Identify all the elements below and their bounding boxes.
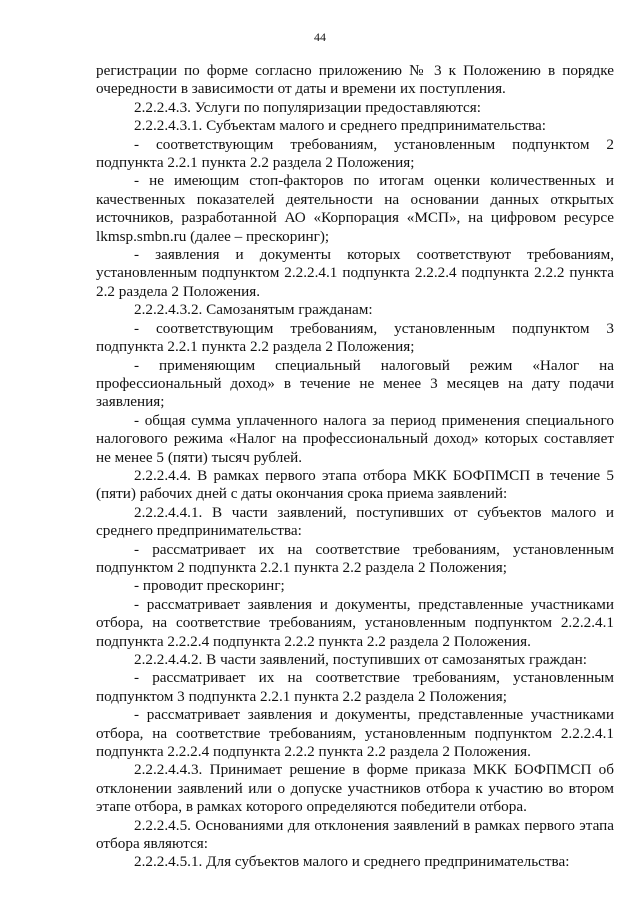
paragraph: 2.2.2.4.4.1. В части заявлений, поступивших от субъектов малого и среднего предпринимательства: [96,503,614,540]
paragraph: - проводит прескоринг; [134,577,285,595]
paragraph: - рассматривает их на соответствие требованиям, установленным подпунктом 2 подпункта 2.2.1 пункта 2.2 раздела 2 Положения; [96,540,614,576]
paragraph: 2.2.2.4.5. Основаниями для отклонения заявлений в рамках первого этапа отбора являются: [96,816,614,853]
document-body [96,62,614,872]
paragraph: - заявления и документы которых соответствуют требованиям, установленным подпунктом 2.2.2.4.1 подпункта 2.2.2.4 подпункта 2.2.2 пункта 2.2 раздела 2 Положения. [96,246,614,300]
paragraph: - рассматривает заявления и документы, представленные участниками отбора, на соответствие требованиям, установленным подпунктом 2.2.2.4.1 подпункта 2.2.2.4 подпункта 2.2.2 пункта 2.2 раздела 2 Положения. [96,706,614,761]
paragraph: 2.2.2.4.3.2. Самозанятым гражданам: [134,301,373,319]
paragraph: - соответствующим требованиям, установленным подпунктом 2 подпункта 2.2.1 пункта 2.2 раздела 2 Положения; [96,135,614,172]
paragraph: - рассматривает их на соответствие требованиям, установленным подпунктом 3 подпункта 2.2.1 пункта 2.2 раздела 2 Положения; [96,669,614,705]
paragraph: 2.2.2.4.4.2. В части заявлений, поступивших от самозанятых граждан: [134,651,587,668]
paragraph: - соответствующим требованиям, установленным подпунктом 3 подпункта 2.2.1 пункта 2.2 раздела 2 Положения; [96,319,614,356]
paragraph: - не имеющим стоп-факторов по итогам оценки количественных и качественных показателей деятельности на основании данных открытых источников, разработанной АО «Корпорация «МСП», на цифровом ресурсе lkmsp.smbn.ru (далее – прескоринг); [96,172,614,245]
paragraph: 2.2.2.4.3.1. Субъектам малого и среднего предпринимательства: [134,117,546,135]
paragraph: 2.2.2.4.4.3. Принимает решение в форме приказа МКК БОФПМСП об отклонении заявлений или о допуске участников отбора к участию во втором этапе отбора, в рамках которого определяются победители отбора. [96,761,614,816]
paragraph: 2.2.2.4.3. Услуги по популяризации предоставляются: [134,98,481,116]
paragraph: - применяющим специальный налоговый режим «Налог на профессиональный доход» в течение не менее 3 месяцев на дату подачи заявления; [96,356,614,411]
paragraph: 2.2.2.4.4. В рамках первого этапа отбора МКК БОФПМСП в течение 5 (пяти) рабочих дней с даты окончания срока приема заявлений: [96,466,614,503]
page-number: 44 [314,30,326,44]
paragraph: 2.2.2.4.5.1. Для субъектов малого и среднего предпринимательства: [134,853,570,871]
paragraph: - общая сумма уплаченного налога за период применения специального налогового режима «Налог на профессиональный доход» которых составляет не менее 5 (пяти) тысяч рублей. [96,411,614,466]
paragraph: - рассматривает заявления и документы, представленные участниками отбора, на соответствие требованиям, установленным подпунктом 2.2.2.4.1 подпункта 2.2.2.4 подпункта 2.2.2 пункта 2.2 раздела 2 Положения. [96,595,614,650]
paragraph: регистрации по форме согласно приложению № 3 к Положению в порядке очередности в зависимости от даты и времени их поступления. [96,62,614,98]
